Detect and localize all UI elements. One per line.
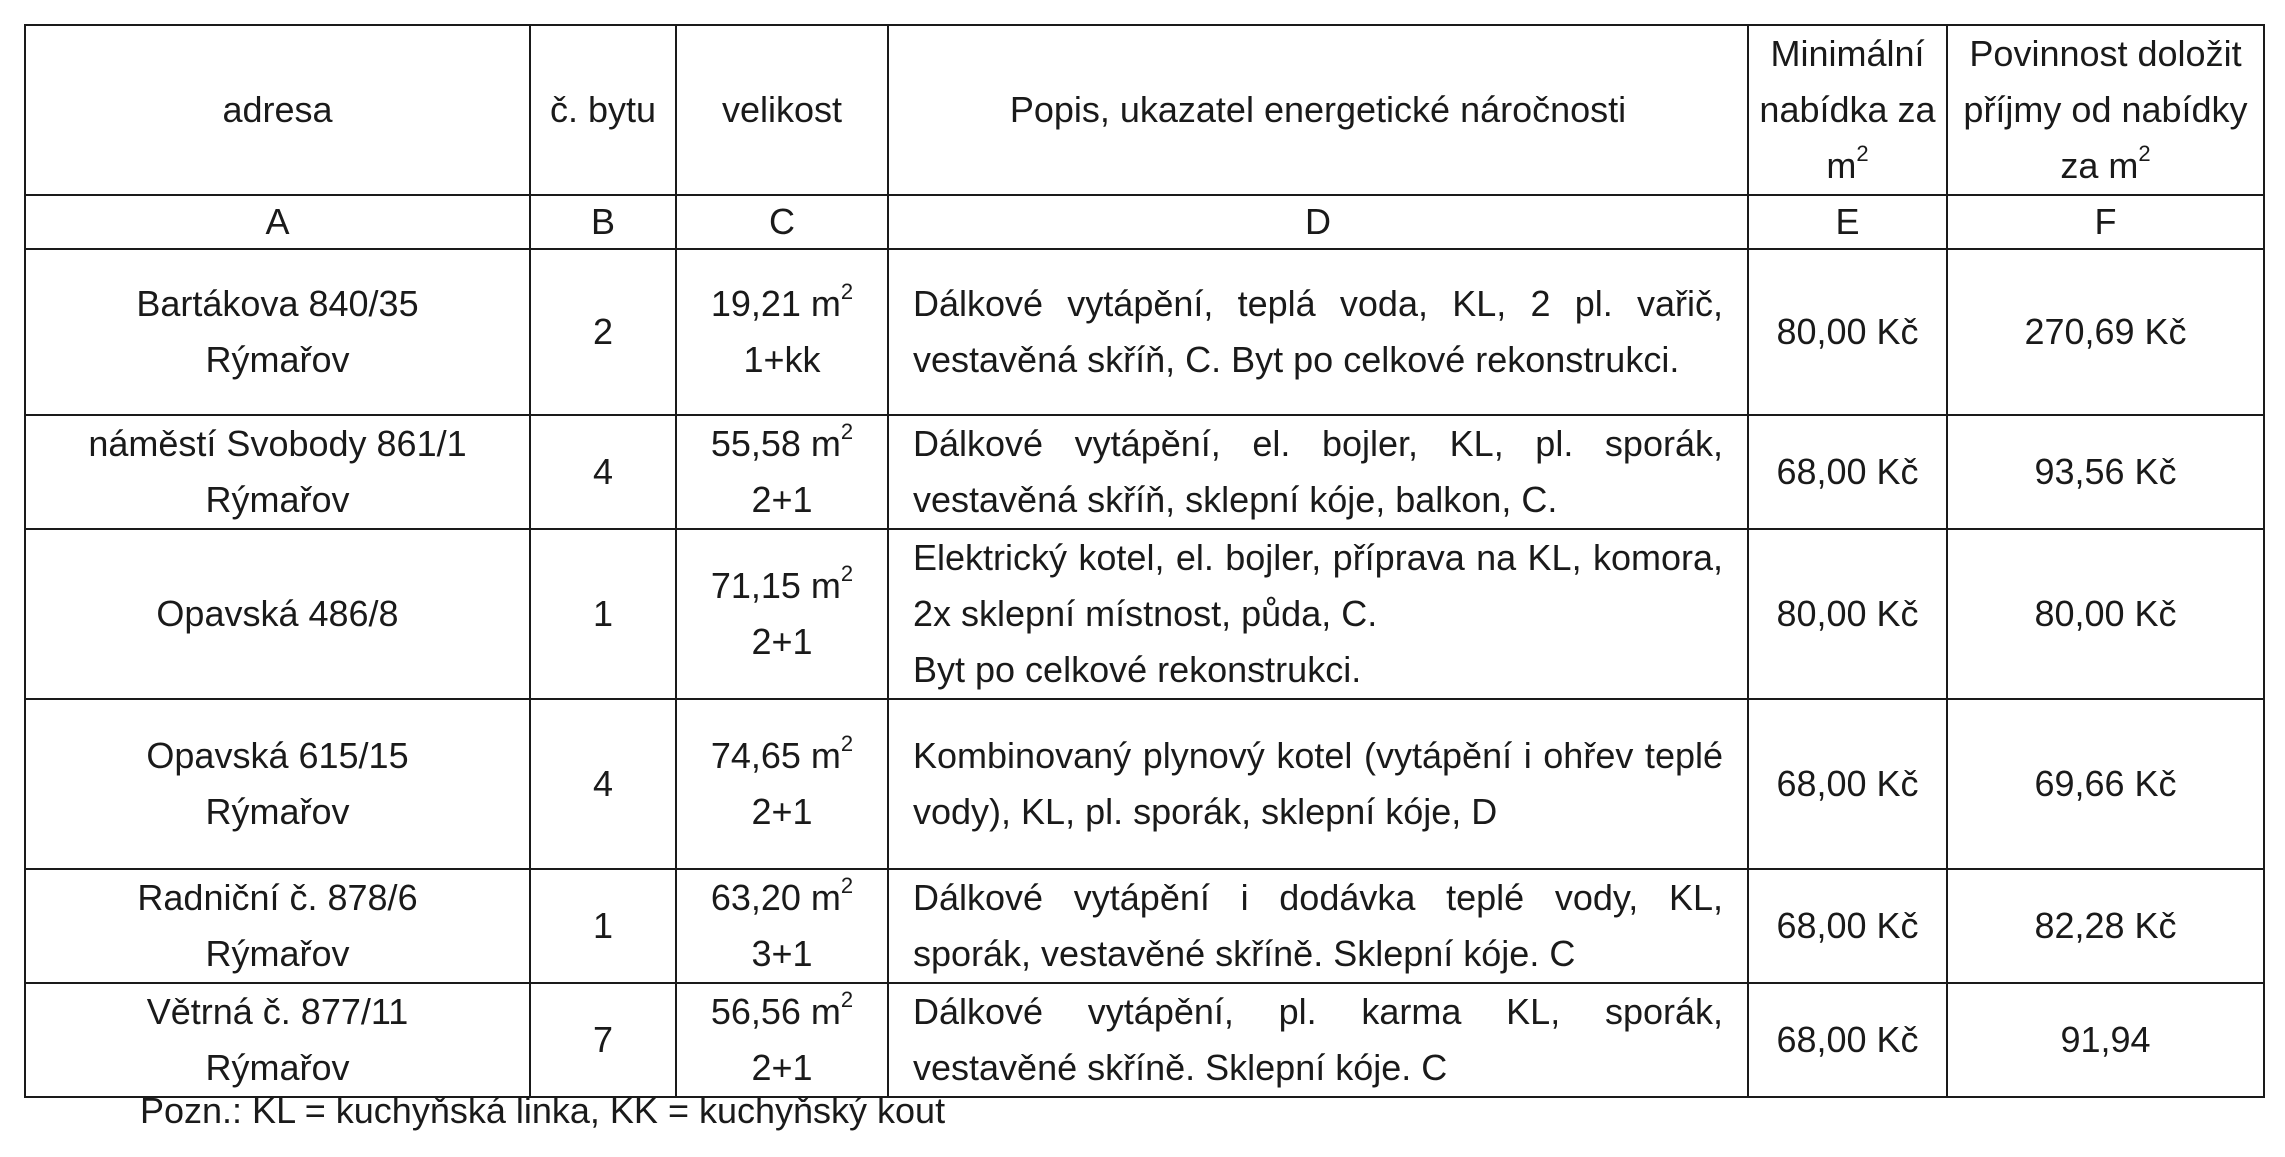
- size-unit: m: [800, 565, 841, 606]
- income-requirement-cell: 91,94: [1947, 983, 2264, 1097]
- layout-value: 1+kk: [743, 339, 821, 380]
- unit-number-cell: 4: [530, 699, 676, 869]
- income-requirement-cell: 69,66 Kč: [1947, 699, 2264, 869]
- header-size: velikost: [676, 25, 888, 195]
- min-offer-cell: 80,00 Kč: [1748, 529, 1947, 699]
- header-address: adresa: [25, 25, 530, 195]
- size-unit-sup: 2: [840, 561, 854, 586]
- min-offer-cell: 68,00 Kč: [1748, 415, 1947, 529]
- address-town: Rýmařov: [205, 933, 350, 974]
- unit-number-cell: 1: [530, 529, 676, 699]
- column-letter: D: [888, 195, 1748, 249]
- table-row: [25, 699, 2264, 869]
- size-cell: [676, 983, 888, 1097]
- unit-number-cell: 7: [530, 983, 676, 1097]
- size-unit: m: [800, 283, 841, 324]
- size-value: 71,15: [710, 565, 801, 606]
- header-min-offer-line1: Minimální: [1770, 33, 1925, 74]
- header-unit-number: č. bytu: [530, 25, 676, 195]
- column-letter: A: [25, 195, 530, 249]
- size-unit-sup: 2: [840, 731, 854, 756]
- min-offer-cell: 80,00 Kč: [1748, 249, 1947, 415]
- column-letter: F: [1947, 195, 2264, 249]
- description-line: Elektrický kotel, el. bojler, příprava na KL, komora, 2x sklepní místnost, půda, C.: [913, 537, 1723, 634]
- size-cell: [676, 249, 888, 415]
- size-unit: m: [800, 991, 841, 1032]
- address-cell: [25, 699, 530, 869]
- size-unit-sup: 2: [840, 873, 854, 898]
- layout-value: 2+1: [751, 1047, 813, 1088]
- header-row: [25, 25, 2264, 195]
- layout-value: 2+1: [751, 479, 813, 520]
- address-street: Radniční č. 878/6: [137, 877, 418, 918]
- description-cell: Dálkové vytápění, el. bojler, KL, pl. sporák, vestavěná skříň, sklepní kóje, balkon, C.: [888, 415, 1748, 529]
- size-unit: m: [800, 735, 841, 776]
- address-town: Rýmařov: [205, 791, 350, 832]
- size-cell: [676, 415, 888, 529]
- min-offer-cell: 68,00 Kč: [1748, 983, 1947, 1097]
- description-cell: Dálkové vytápění, pl. karma KL, sporák, vestavěné skříně. Sklepní kóje. C: [888, 983, 1748, 1097]
- address-street: Větrná č. 877/11: [146, 991, 409, 1032]
- table-row: [25, 249, 2264, 415]
- table-row: [25, 983, 2264, 1097]
- address-cell: [25, 415, 530, 529]
- address-street: Opavská 486/8: [156, 593, 399, 634]
- description-cell: Dálkové vytápění i dodávka teplé vody, KL, sporák, vestavěné skříně. Sklepní kóje. C: [888, 869, 1748, 983]
- size-unit-sup: 2: [840, 419, 854, 444]
- address-street: Opavská 615/15: [146, 735, 409, 776]
- header-min-offer: [1748, 25, 1947, 195]
- address-cell: [25, 869, 530, 983]
- column-letter: B: [530, 195, 676, 249]
- layout-value: 2+1: [751, 621, 813, 662]
- address-street: Bartákova 840/35: [136, 283, 419, 324]
- header-min-offer-unit: m: [1826, 145, 1857, 186]
- apartment-offer-table: [24, 24, 2265, 1098]
- size-cell: [676, 529, 888, 699]
- address-town: Rýmařov: [205, 339, 350, 380]
- size-unit: m: [800, 877, 841, 918]
- header-income-line2: příjmy od nabídky: [1963, 89, 2248, 130]
- income-requirement-cell: 270,69 Kč: [1947, 249, 2264, 415]
- table-row: [25, 869, 2264, 983]
- layout-value: 2+1: [751, 791, 813, 832]
- header-income-line3: za m: [2060, 145, 2139, 186]
- unit-number-cell: 2: [530, 249, 676, 415]
- description-cell: Kombinovaný plynový kotel (vytápění i ohřev teplé vody), KL, pl. sporák, sklepní kóje, D: [888, 699, 1748, 869]
- description-cell: [888, 529, 1748, 699]
- footnote: Pozn.: KL = kuchyňská linka, KK = kuchyňský kout: [140, 1090, 946, 1131]
- header-income-sup: 2: [2138, 141, 2151, 166]
- address-town: Rýmařov: [205, 1047, 350, 1088]
- description-line: Byt po celkové rekonstrukci.: [913, 649, 1362, 690]
- size-value: 56,56: [710, 991, 801, 1032]
- size-value: 19,21: [710, 283, 801, 324]
- size-cell: [676, 869, 888, 983]
- address-cell: [25, 249, 530, 415]
- unit-number-cell: 4: [530, 415, 676, 529]
- table-row: [25, 415, 2264, 529]
- header-income-line1: Povinnost doložit: [1969, 33, 2242, 74]
- letter-row: [25, 195, 2264, 249]
- table-row: [25, 529, 2264, 699]
- income-requirement-cell: 80,00 Kč: [1947, 529, 2264, 699]
- income-requirement-cell: 93,56 Kč: [1947, 415, 2264, 529]
- header-min-offer-line2: nabídka za: [1759, 89, 1936, 130]
- size-value: 55,58: [710, 423, 801, 464]
- column-letter: C: [676, 195, 888, 249]
- unit-number-cell: 1: [530, 869, 676, 983]
- column-letter: E: [1748, 195, 1947, 249]
- size-unit-sup: 2: [840, 987, 854, 1012]
- description-cell: Dálkové vytápění, teplá voda, KL, 2 pl. vařič, vestavěná skříň, C. Byt po celkové rekonstrukci.: [888, 249, 1748, 415]
- min-offer-cell: 68,00 Kč: [1748, 699, 1947, 869]
- address-cell: [25, 529, 530, 699]
- size-value: 74,65: [710, 735, 801, 776]
- size-cell: [676, 699, 888, 869]
- header-description: Popis, ukazatel energetické náročnosti: [888, 25, 1748, 195]
- size-unit-sup: 2: [840, 279, 854, 304]
- min-offer-cell: 68,00 Kč: [1748, 869, 1947, 983]
- income-requirement-cell: 82,28 Kč: [1947, 869, 2264, 983]
- address-cell: [25, 983, 530, 1097]
- header-min-offer-sup: 2: [1856, 141, 1869, 166]
- address-street: náměstí Svobody 861/1: [88, 423, 467, 464]
- header-income-requirement: [1947, 25, 2264, 195]
- size-unit: m: [800, 423, 841, 464]
- size-value: 63,20: [710, 877, 801, 918]
- layout-value: 3+1: [751, 933, 813, 974]
- address-town: Rýmařov: [205, 479, 350, 520]
